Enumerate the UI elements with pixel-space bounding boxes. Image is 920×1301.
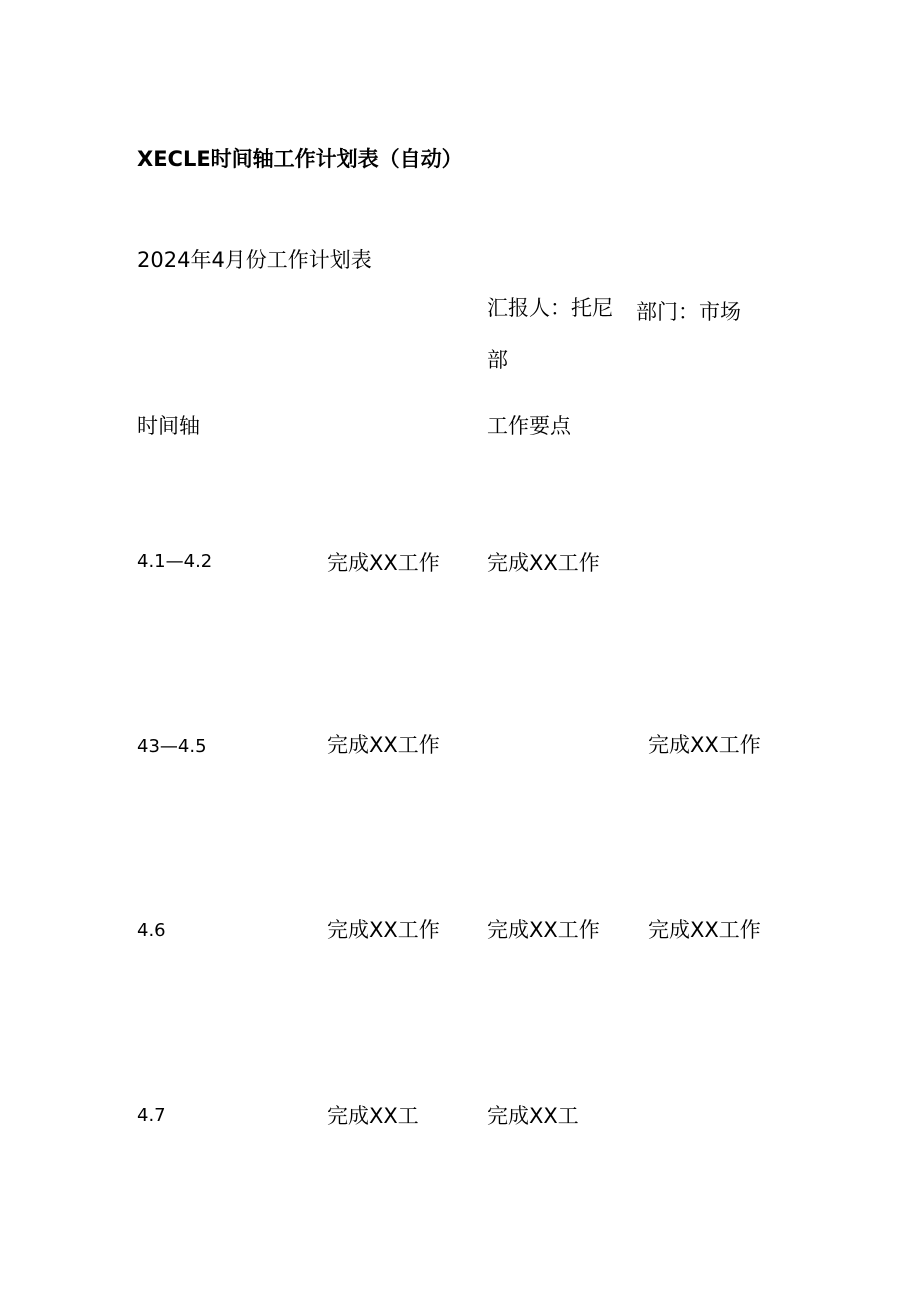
header-key-points: 工作要点 [487,414,571,438]
page-title: XECLE时间轴工作计划表（自动） [137,147,463,171]
row-task-col1: 完成XX工作 [327,918,440,942]
department-label: 部门：市场 [636,300,741,324]
row-task-col1: 完成XX工作 [327,551,440,575]
reporter-label: 汇报人：托尼 [487,296,613,320]
row-task-col1: 完成XX工作 [327,733,440,757]
row-time: 4.7 [137,1105,166,1126]
plan-subtitle: 2024年4月份工作计划表 [137,248,372,272]
row-task-col2: 完成XX工 [487,1104,579,1128]
department-label-wrap: 部 [487,348,508,372]
row-task-col3: 完成XX工作 [648,918,761,942]
row-task-col3: 完成XX工作 [648,733,761,757]
row-task-col2: 完成XX工作 [487,918,600,942]
row-time: 43—4.5 [137,736,207,757]
header-timeline: 时间轴 [137,414,200,438]
row-task-col2: 完成XX工作 [487,551,600,575]
row-time: 4.1—4.2 [137,551,213,572]
row-task-col1: 完成XX工 [327,1104,419,1128]
row-time: 4.6 [137,920,166,941]
